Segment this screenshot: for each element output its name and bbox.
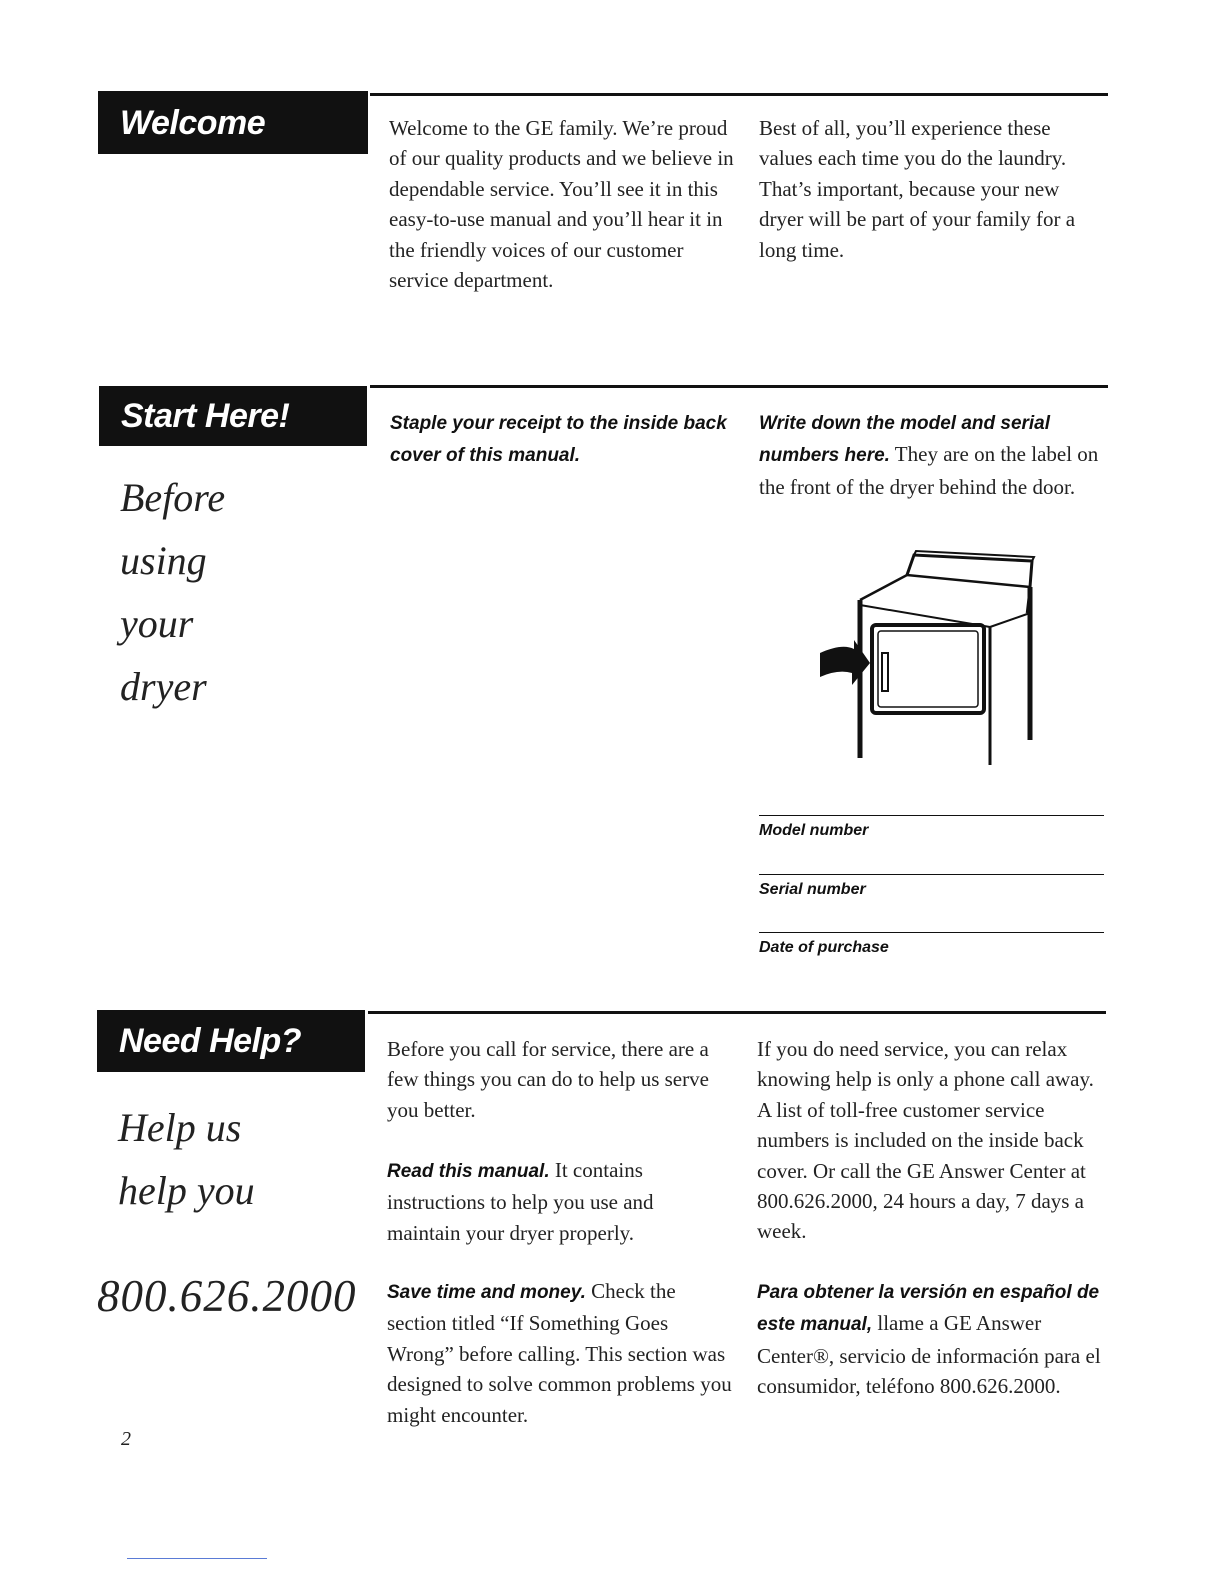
need-service-text: If you do need service, you can relax knowing help is only a phone call away. A list of toll-free customer service numbers is included on the inside back cover. Or call the GE Answer Center at 800.626.2000, 24 hours a day, 7 days a week. bbox=[757, 1037, 1094, 1244]
spanish-version-text: Para obtener la versión en español de este manual, llame a GE Answer Center®, servicio de información para el consumidor, teléfono 800.626.2000. bbox=[757, 1282, 1101, 1399]
page-number: 2 bbox=[121, 1428, 131, 1450]
welcome-header-text: Welcome bbox=[120, 103, 266, 142]
welcome-paragraph-1: Welcome to the GE family. We’re proud of our quality products and we believe in dependable service. You’ll see it in this easy-to-use manual and you’ll hear it in the friendly voices of our customer service department. bbox=[389, 116, 734, 293]
before-service-text: Before you call for service, there are a few things you can do to help us serve you better. bbox=[387, 1037, 709, 1122]
date-of-purchase-label: Date of purchase bbox=[759, 939, 889, 956]
welcome-header bbox=[98, 91, 368, 154]
need-help-header-text: Need Help? bbox=[119, 1022, 302, 1060]
dryer-illustration-icon bbox=[812, 545, 1042, 770]
section-divider bbox=[370, 385, 1108, 388]
need-help-header bbox=[97, 1010, 365, 1072]
need-help-subtitle: Help us help you bbox=[118, 1105, 255, 1213]
model-number-line[interactable] bbox=[759, 815, 1104, 816]
serial-number-line[interactable] bbox=[759, 874, 1104, 875]
welcome-paragraph-2: Best of all, you’ll experience these values each time you do the laundry. That’s important, because your new dryer will be part of your family for a long time. bbox=[759, 116, 1076, 262]
serial-number-label: Serial number bbox=[759, 881, 866, 898]
section-divider bbox=[368, 1011, 1106, 1014]
model-number-label: Model number bbox=[759, 822, 869, 839]
read-manual-text: Read this manual. It contains instructions to help you use and maintain your dryer properly. bbox=[387, 1158, 654, 1245]
staple-receipt-note: Staple your receipt to the inside back cover of this manual. bbox=[390, 413, 727, 467]
save-time-text: Save time and money. Check the section titled “If Something Goes Wrong” before calling. This section was designed to solve common problems you might encounter. bbox=[387, 1279, 732, 1427]
bottom-edge-line bbox=[127, 1558, 267, 1559]
start-here-header-text: Start Here! bbox=[121, 397, 290, 435]
phone-number: 800.626.2000 bbox=[97, 1271, 357, 1321]
date-of-purchase-line[interactable] bbox=[759, 932, 1104, 933]
start-here-subtitle: Before using your dryer bbox=[120, 475, 226, 709]
section-divider bbox=[370, 93, 1108, 96]
model-serial-instructions: Write down the model and serial numbers here. They are on the label on the front of the dryer behind the door. bbox=[759, 413, 1099, 499]
start-here-header bbox=[99, 386, 367, 446]
